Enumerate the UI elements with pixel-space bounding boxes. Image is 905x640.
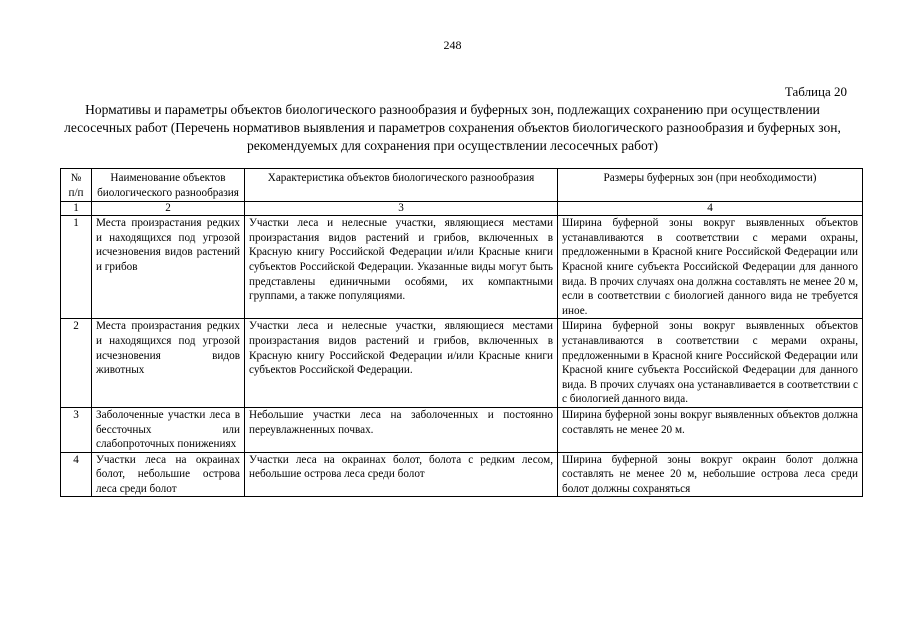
column-number: 3 — [245, 202, 558, 216]
header-object-name: Наименование объектов биологического разнообразия — [92, 169, 245, 202]
object-name-cell: Участки леса на окраинах болот, небольшие острова леса среди болот — [92, 452, 245, 497]
object-name-cell: Места произрастания редких и находящихся под угрозой исчезновения видов растений и грибов — [92, 216, 245, 319]
buffer-size-cell: Ширина буферной зоны вокруг выявленных объектов устанавливаются в соответствии с мерами охраны, предложенными в Красной книге Российской Федерации или Красной книге субъекта Российской Федерации для данного вида. В прочих случаях она устанавливается в соответствии с с биологией данного вида. — [558, 319, 863, 408]
table-label: Таблица 20 — [784, 84, 847, 99]
column-number: 4 — [558, 202, 863, 216]
header-characteristic: Характеристика объектов биологического разнообразия — [245, 169, 558, 202]
column-number: 2 — [92, 202, 245, 216]
table-title: Нормативы и параметры объектов биологического разнообразия и буферных зон, подлежащих сохранению при осуществлении лесосечных работ (Перечень нормативов выявления и параметров сохранения объектов биологического разнообразия и буферных зон, рекомендуемых для сохранения при осуществлении лесосечных работ) — [64, 102, 841, 153]
table-row — [61, 452, 863, 497]
table-header-row — [61, 169, 863, 202]
object-name-cell: Места произрастания редких и находящихся под угрозой исчезновения видов животных — [92, 319, 245, 408]
table-row — [61, 407, 863, 452]
table-row — [61, 216, 863, 319]
row-number: 4 — [61, 452, 92, 497]
characteristic-cell: Участки леса и нелесные участки, являющиеся местами произрастания видов растений и грибов, включенных в Красную книгу Российской Федерации и/или Красные книги субъектов Российской Федерации. — [245, 319, 558, 408]
header-buffer-size: Размеры буферных зон (при необходимости) — [558, 169, 863, 202]
page-number: 248 — [443, 38, 462, 52]
buffer-zones-table — [60, 168, 863, 497]
buffer-size-cell: Ширина буферной зоны вокруг выявленных объектов должна составлять не менее 20 м. — [558, 407, 863, 452]
object-name-cell: Заболоченные участки леса в бессточных или слабопроточных понижениях — [92, 407, 245, 452]
header-number: № п/п — [61, 169, 92, 202]
row-number: 2 — [61, 319, 92, 408]
table-row — [61, 319, 863, 408]
characteristic-cell: Небольшие участки леса на заболоченных и постоянно переувлажненных почвах. — [245, 407, 558, 452]
row-number: 3 — [61, 407, 92, 452]
row-number: 1 — [61, 216, 92, 319]
column-number: 1 — [61, 202, 92, 216]
characteristic-cell: Участки леса на окраинах болот, болота с редким лесом, небольшие острова леса среди болот — [245, 452, 558, 497]
characteristic-cell: Участки леса и нелесные участки, являющиеся местами произрастания видов растений и грибов, включенных в Красную книгу Российской Федерации и/или Красные книги субъектов Российской Федерации. Указанные виды могут быть представлены единичными особями, их компактными группами, а также популяциями. — [245, 216, 558, 319]
buffer-size-cell: Ширина буферной зоны вокруг окраин болот должна составлять не менее 20 м, небольшие острова леса среди болот должны сохраняться — [558, 452, 863, 497]
column-number-row — [61, 202, 863, 216]
buffer-size-cell: Ширина буферной зоны вокруг выявленных объектов устанавливаются в соответствии с мерами охраны, предложенными в Красной книге Российской Федерации или Красной книге субъекта Российской Федерации для данного вида. В прочих случаях она должна составлять не менее 20 м, если в соответствии с биологией данного вида не требуется иное. — [558, 216, 863, 319]
